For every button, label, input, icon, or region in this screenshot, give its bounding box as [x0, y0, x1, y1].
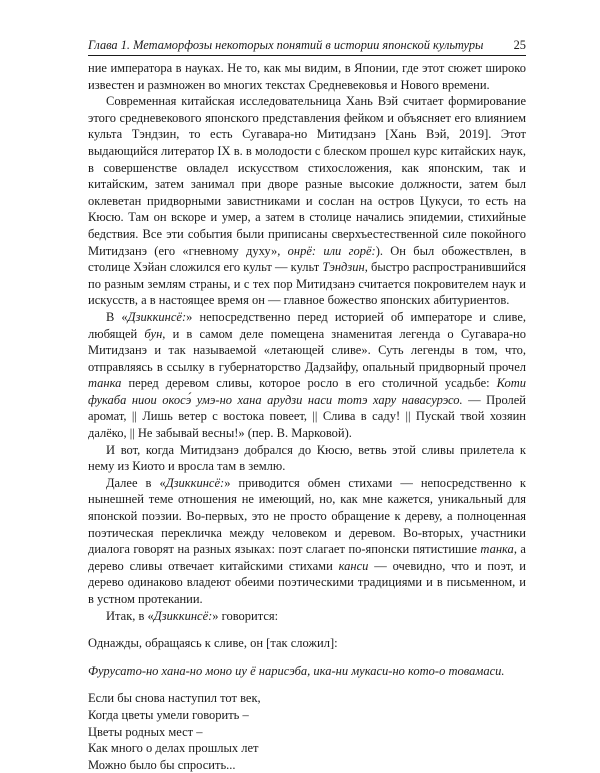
- italic-run: бун: [144, 326, 163, 341]
- running-head-title: Глава 1. Метаморфозы некоторых понятий в истории японской культуры: [88, 38, 484, 52]
- verse-line: Когда цветы умели говорить –: [88, 707, 249, 722]
- spacer: [88, 679, 526, 690]
- italic-run: Тэндзин: [322, 260, 365, 275]
- body-text: [88, 60, 526, 773]
- text-run: — Пролей аромат, || Лишь ветер с востока повеет, || Слива в саду! || Пускай твой хозяин далёко, || Не забывай весны!» (пер. В. Марковой).: [88, 392, 527, 441]
- paragraph-3: [88, 309, 526, 442]
- italic-run: Дзиккинсё:: [153, 608, 213, 623]
- italic-run: канси: [338, 558, 369, 573]
- text-run: » непосредственно перед историей об императоре и сливе, любящей: [88, 309, 526, 341]
- running-head: [88, 38, 526, 53]
- quote-intro: Однажды, обращаясь к сливе, он [так сложил]:: [88, 636, 338, 651]
- text-run: — очевидно, что и поэт, и дерево одинаково владеют обеими поэтическими традициями и в письменном, и в устном протекании.: [88, 558, 526, 606]
- verse-line: Если бы снова наступил тот век,: [88, 691, 261, 706]
- text-run: » приводится обмен стихами — непосредственно к нынешней теме отношения не имеющий, но, как мне кажется, уникальный для японской поэзии. Во-первых, это не просто обращение к дереву, а полноценная поэтическая перекличка между человеком и деревом. Во-вторых, участники диалога говорят на разных языках: поэт слагает по-японски пятистишие: [88, 475, 526, 557]
- text-run: ). Он был обожествлен, в столице Хэйан сложился его культ — культ: [88, 243, 527, 275]
- romaji-poem: [88, 663, 526, 680]
- poem-translation: [88, 690, 526, 773]
- paragraph-1: ние императора в науках. Не то, как мы видим, в Японии, где этот сюжет широко известен и размножен во многих текстах Средневековья и Нового времени.: [88, 61, 526, 92]
- text-run: » говорится:: [212, 608, 279, 623]
- italic-run: онрё: или горё:: [287, 243, 376, 258]
- page-number: 25: [513, 38, 526, 52]
- header-rule: [88, 55, 526, 56]
- verse-line: Можно было бы спросить...: [88, 757, 236, 772]
- paragraph-2: [88, 93, 526, 309]
- text-run: Далее в «: [106, 475, 166, 490]
- spacer: [88, 652, 526, 663]
- paragraph-4: И вот, когда Митидзанэ добрался до Кюсю, ветвь этой сливы прилетела к нему из Киото и вросла там в землю.: [88, 442, 526, 474]
- paragraph-5: [88, 475, 526, 608]
- italic-run: танка: [88, 376, 122, 391]
- text-run: В «: [106, 309, 128, 324]
- italic-run: Дзиккинсё:: [165, 475, 225, 490]
- text-run: , и в самом деле помещена знаменитая легенда о Сугавара-но Митидзанэ и так называемой «летающей сливе». Суть легенды в том, что, отправляясь в ссылку в губернаторство Дадзайфу, опальный придворный прочел: [88, 326, 526, 374]
- italic-run: танка: [480, 542, 514, 557]
- text-run: перед деревом сливы, которое росло в его столичной усадьбе:: [121, 376, 497, 391]
- text-run: , а дерево сливы отвечает китайскими стихами: [88, 542, 526, 573]
- italic-run: Коти фукаба ниои окосэ́ умэ-но хана арудзи наси тотэ хару навасурэсо.: [88, 376, 526, 407]
- paragraph-6: [88, 608, 526, 625]
- text-run: Итак, в «: [106, 608, 154, 623]
- romaji-text: Фурусато-но хана-но моно иу ё нарисэба, ика-ни мукаси-но кото-о товамаси.: [88, 663, 505, 678]
- text-run: , быстро распространившийся по разным землям страны, и с тех пор Митидзанэ считается покровителем наук и искусств, а в настоящее время он — главное божество японских абитуриентов.: [88, 260, 526, 308]
- verse-line: Как много о делах прошлых лет: [88, 741, 259, 756]
- italic-run: Дзиккинсё:: [127, 309, 187, 324]
- text-run: Современная китайская исследовательница Хань Вэй считает формирование этого средневекового японского представления фейком и объясняет его влиянием культа Тэндзин, то есть Сугавара-но Митидзанэ [Хань Вэй, 2019]. Этот выдающийся литератор IX в. в молодости с блеском прошел курс китайских наук, в совершенстве овладел искусством стихосложения, как японским, так и китайским, затем занимал при дворе разные высокие должности, затем был оклеветан придворными завистниками и сослан на остров Цукуси, то есть на Кюсю. Там он вскоре и умер, а затем в столице начались эпидемии, стихийные бедствия. Все эти события были приписаны сверхъестественной силе покойного Митидзанэ (его «гневному духу»,: [88, 94, 526, 258]
- spacer: [88, 624, 526, 635]
- verse-line: Цветы родных мест –: [88, 724, 203, 739]
